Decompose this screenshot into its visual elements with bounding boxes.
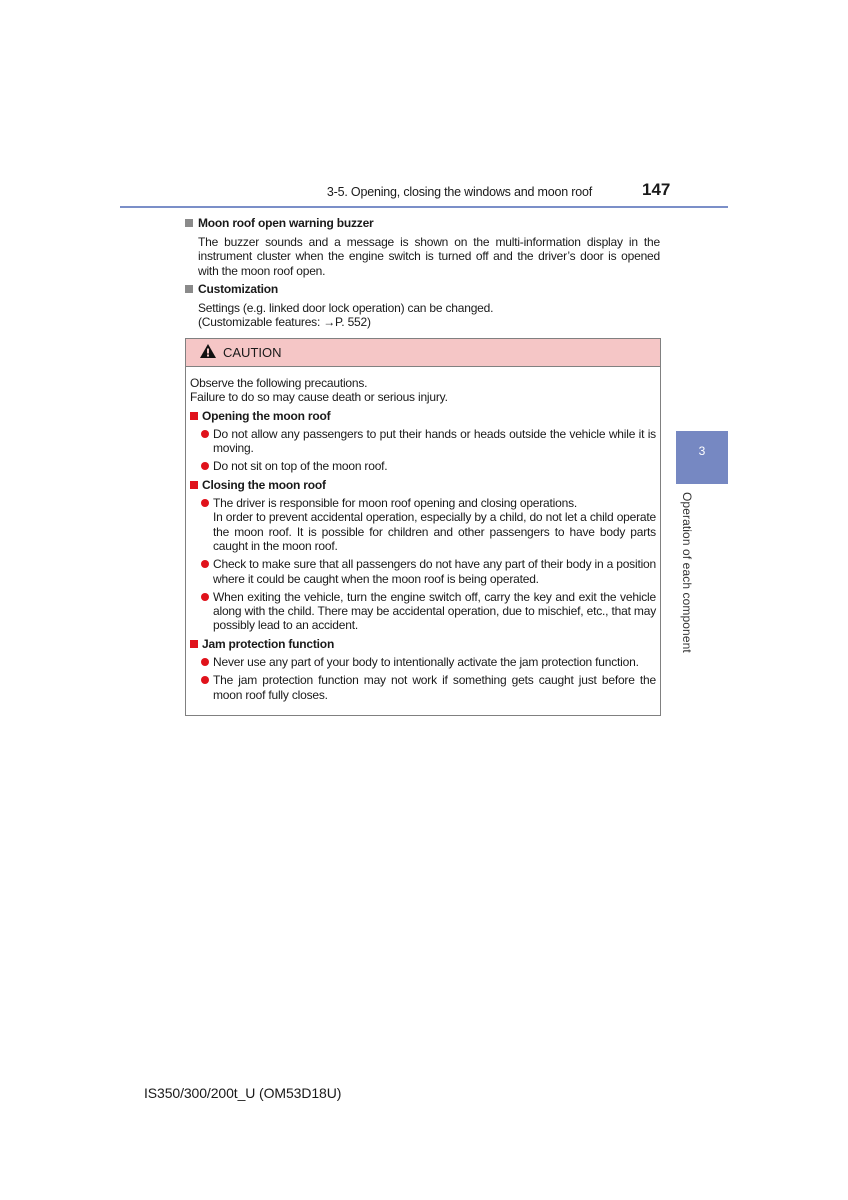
caution-box [185,338,661,716]
red-dot-icon [201,462,209,470]
list-item-text [213,496,656,553]
red-square-icon [190,481,198,489]
section-heading-customization [185,282,278,296]
list-item-text: The jam protection function may not work if something gets caught just before the moon roof fully closes. [213,673,656,702]
caution-intro [190,376,656,405]
list-item-text: Do not allow any passengers to put their hands or heads outside the vehicle while it is moving. [213,426,656,456]
caution-header [186,339,660,367]
square-bullet-icon [185,285,193,293]
red-dot-icon [201,676,209,684]
caution-group-title: Closing the moon roof [202,477,326,492]
section-heading-text: Customization [198,282,279,296]
caution-body [190,376,656,706]
chapter-label: Operation of each component [680,492,694,653]
caution-group-heading [190,478,656,492]
caution-intro-line: Failure to do so may cause death or serious injury. [190,390,448,405]
caution-title: CAUTION [223,345,282,360]
section-heading-buzzer [185,216,374,230]
list-item [201,496,656,553]
caution-group-heading [190,637,656,651]
red-square-icon [190,640,198,648]
red-dot-icon [201,430,209,438]
caution-group-title: Jam protection function [202,636,335,651]
section-text-customization [198,301,660,330]
list-item [201,427,656,456]
section-title: 3-5. Opening, closing the windows and moon roof [326,185,592,199]
list-item [201,557,656,586]
customization-line: Settings (e.g. linked door lock operation) can be changed. [198,301,494,315]
list-item [201,590,656,633]
red-dot-icon [201,593,209,601]
list-item-text: Never use any part of your body to intentionally activate the jam protection function. [213,655,639,670]
section-heading-text: Moon roof open warning buzzer [198,216,374,230]
caution-group-title: Opening the moon roof [202,408,331,423]
square-bullet-icon [185,219,193,227]
section-text-buzzer: The buzzer sounds and a message is shown on the multi-information display in the instrument cluster when the engine switch is turned off and the driver’s door is opened with the moon roof open. [198,235,660,278]
header-rule [120,206,728,208]
warning-triangle-icon [199,343,217,362]
list-item-text: Do not sit on top of the moon roof. [213,459,388,474]
list-item-line: The driver is responsible for moon roof opening and closing operations. [213,496,578,511]
list-item-text: Check to make sure that all passengers do not have any part of their body in a position where it could be caught when the moon roof is being operated. [213,557,656,586]
red-square-icon [190,412,198,420]
red-dot-icon [201,560,209,568]
customization-link-line: (Customizable features: →P. 552) [198,315,371,330]
red-dot-icon [201,499,209,507]
caution-group-heading [190,409,656,423]
list-item [201,459,656,473]
red-dot-icon [201,658,209,666]
caution-intro-line: Observe the following precautions. [190,376,368,390]
list-item [201,673,656,702]
page-number: 147 [642,180,671,199]
list-item [201,655,656,669]
footer-model-code: IS350/300/200t_U (OM53D18U) [144,1085,342,1101]
chapter-tab [676,431,728,484]
chapter-number: 3 [698,444,706,458]
list-item-extra: In order to prevent accidental operation, especially by a child, do not let a child operate the moon roof. It is possible for children and other passengers to have body parts caught in the moon roof. [213,510,656,553]
list-item-text: When exiting the vehicle, turn the engine switch off, carry the key and exit the vehicle along with the child. There may be accidental operation, due to mischief, etc., that may possibly lead to an accident. [213,589,656,633]
